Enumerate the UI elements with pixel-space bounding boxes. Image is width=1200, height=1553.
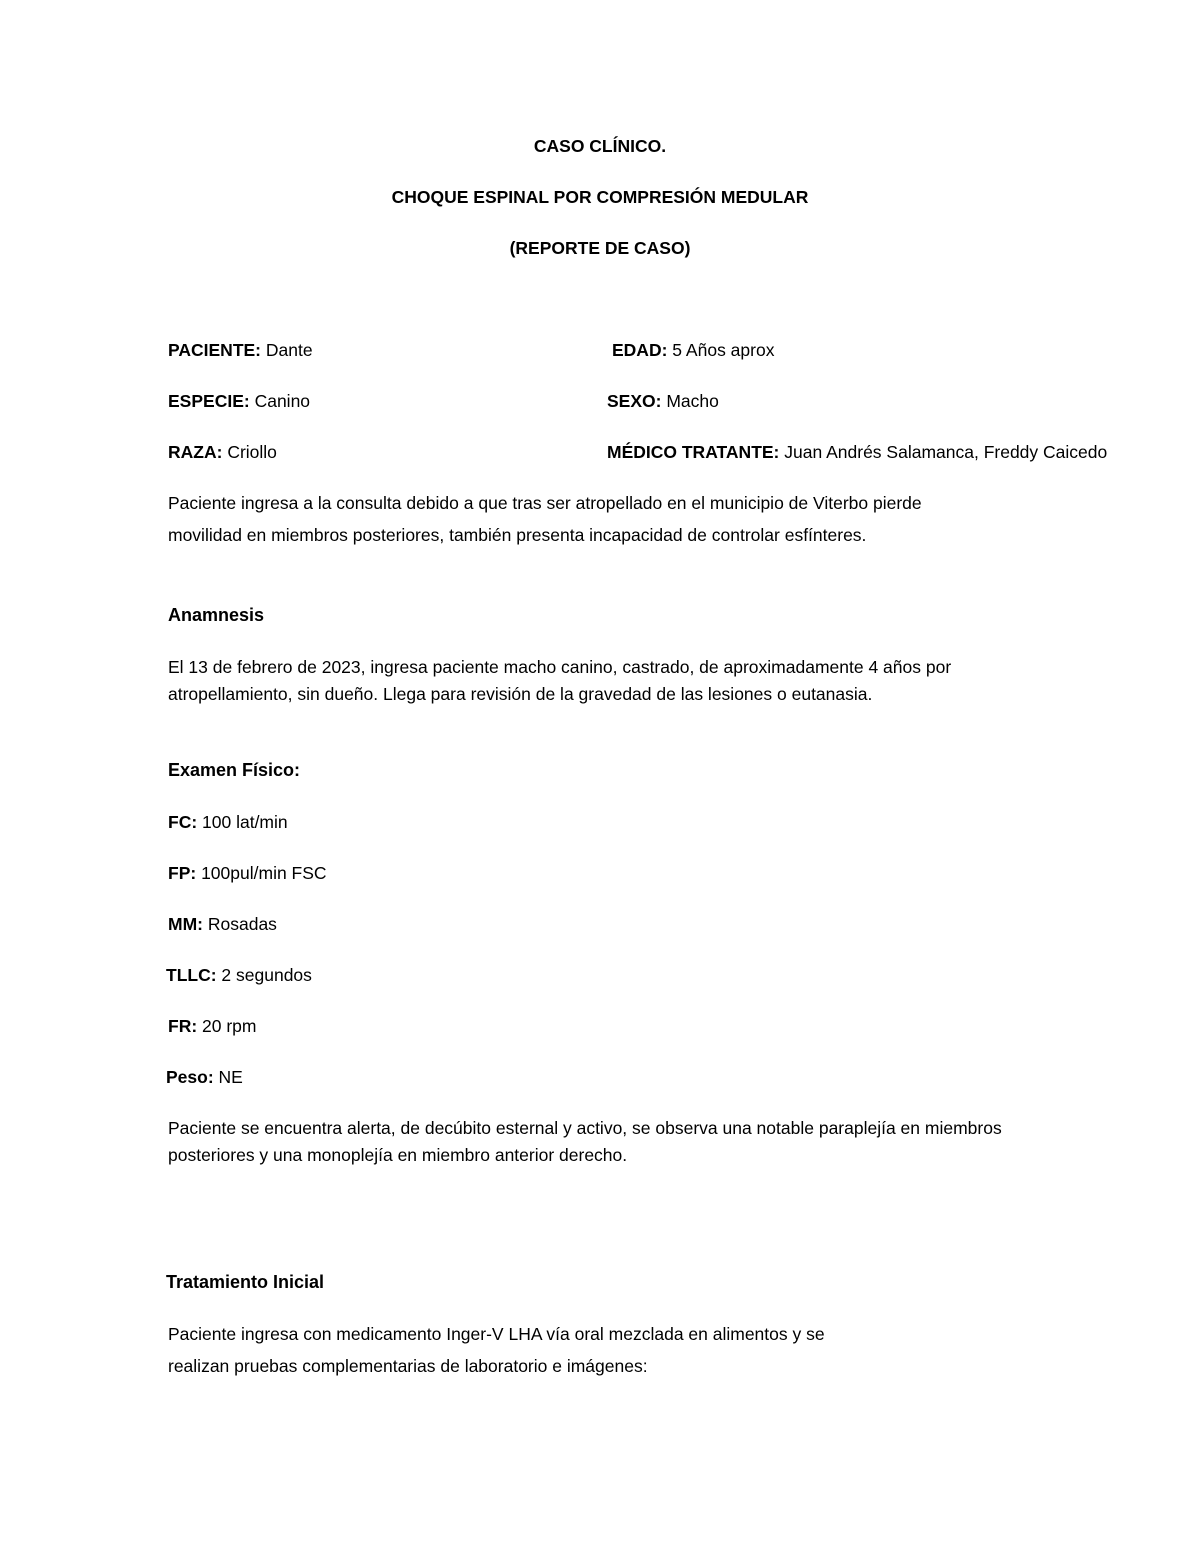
- document-subtitle: CHOQUE ESPINAL POR COMPRESIÓN MEDULAR: [391, 187, 809, 207]
- patient-age-value: 5 Años aprox: [672, 340, 775, 360]
- patient-species-value: Canino: [254, 391, 311, 411]
- patient-doctor-value: Juan Andrés Salamanca, Freddy Caicedo: [784, 442, 1108, 462]
- anamnesis-heading: Anamnesis: [168, 605, 265, 625]
- exam-observation-line-2: posteriores y una monoplejía en miembro anterior derecho.: [168, 1145, 628, 1165]
- exam-tllc-value: 2 segundos: [221, 965, 312, 985]
- exam-fr-label: FR:: [168, 1016, 198, 1036]
- anamnesis-line-2: atropellamiento, sin dueño. Llega para revisión de la gravedad de las lesiones o eutanasia.: [168, 684, 873, 704]
- patient-doctor-label: MÉDICO TRATANTE:: [607, 442, 780, 462]
- intro-line-1: Paciente ingresa a la consulta debido a que tras ser atropellado en el municipio de Viterbo pierde: [168, 493, 922, 513]
- exam-fc-row: [168, 811, 288, 833]
- patient-name-row: [168, 339, 313, 361]
- patient-breed-row: [168, 441, 277, 463]
- exam-weight-row: [166, 1066, 243, 1088]
- patient-name-label: PACIENTE:: [168, 340, 262, 360]
- document-subtitle-report: (REPORTE DE CASO): [509, 238, 691, 258]
- patient-sex-row: [607, 390, 719, 412]
- treatment-line-1: Paciente ingresa con medicamento Inger-V LHA vía oral mezclada en alimentos y se: [168, 1324, 825, 1344]
- treatment-heading: Tratamiento Inicial: [166, 1272, 325, 1292]
- exam-fp-value: 100pul/min FSC: [201, 863, 327, 883]
- exam-tllc-row: [166, 964, 312, 986]
- exam-fp-label: FP:: [168, 863, 197, 883]
- exam-heading: Examen Físico:: [168, 760, 301, 780]
- exam-tllc-label: TLLC:: [166, 965, 217, 985]
- exam-fr-value: 20 rpm: [202, 1016, 257, 1036]
- exam-fc-value: 100 lat/min: [202, 812, 288, 832]
- exam-fp-row: [168, 862, 327, 884]
- treatment-line-2: realizan pruebas complementarias de laboratorio e imágenes:: [168, 1356, 648, 1376]
- patient-name-value: Dante: [265, 340, 313, 360]
- patient-age-row: [612, 339, 774, 361]
- patient-age-label: EDAD:: [612, 340, 668, 360]
- patient-species-row: [168, 390, 310, 412]
- patient-species-label: ESPECIE:: [168, 391, 250, 411]
- patient-breed-value: Criollo: [227, 442, 277, 462]
- document-title: CASO CLÍNICO.: [533, 136, 667, 156]
- exam-weight-label: Peso:: [166, 1067, 214, 1087]
- anamnesis-line-1: El 13 de febrero de 2023, ingresa paciente macho canino, castrado, de aproximadamente 4 años por: [168, 657, 952, 677]
- exam-mm-row: [168, 913, 277, 935]
- patient-sex-label: SEXO:: [607, 391, 662, 411]
- exam-fc-label: FC:: [168, 812, 198, 832]
- patient-breed-label: RAZA:: [168, 442, 223, 462]
- patient-doctor-row: [607, 441, 1107, 463]
- exam-weight-value: NE: [218, 1067, 243, 1087]
- exam-mm-value: Rosadas: [207, 914, 277, 934]
- intro-line-2: movilidad en miembros posteriores, también presenta incapacidad de controlar esfínteres.: [168, 525, 867, 545]
- exam-mm-label: MM:: [168, 914, 203, 934]
- patient-sex-value: Macho: [666, 391, 719, 411]
- exam-fr-row: [168, 1015, 257, 1037]
- exam-observation-line-1: Paciente se encuentra alerta, de decúbito esternal y activo, se observa una notable paraplejía en miembros: [168, 1118, 1002, 1138]
